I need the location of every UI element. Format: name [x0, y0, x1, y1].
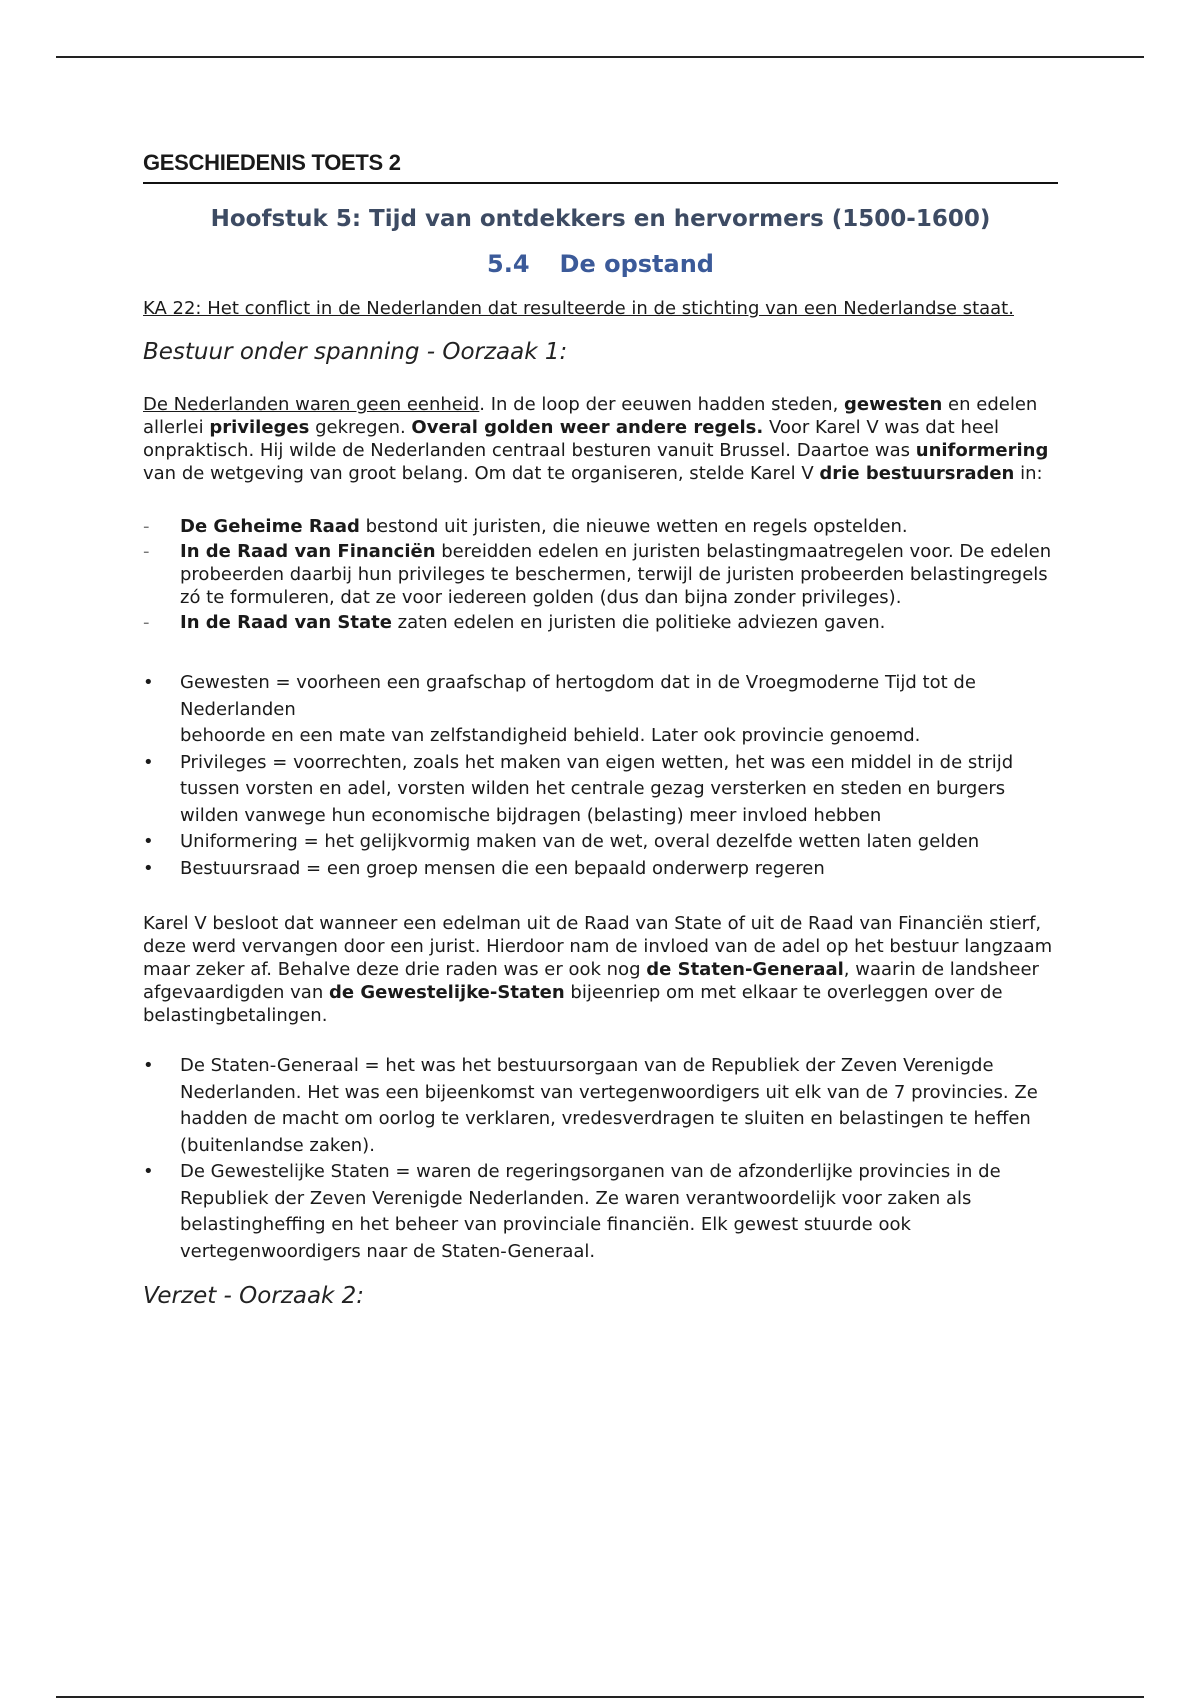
- bullet-marker: •: [143, 1161, 154, 1182]
- underlined-text: De Nederlanden waren geen eenheid: [143, 394, 480, 415]
- text: Voor Karel V was dat heel onpraktisch. Hij wilde de Nederlanden centraal besturen vanuit Brussel. Daartoe was: [143, 417, 1000, 461]
- page-bottom-rule: [56, 1696, 1144, 1698]
- bullet-marker: •: [143, 857, 154, 879]
- list-item: [143, 540, 1058, 609]
- section-heading: [143, 250, 1058, 278]
- bullet-marker: •: [143, 672, 154, 693]
- text: Gewesten = voorheen een graafschap of hertogdom dat in de Vroegmoderne Tijd tot de Nederlanden: [180, 672, 976, 720]
- text: van de wetgeving van groot belang. Om dat te organiseren, stelde Karel V: [143, 463, 820, 484]
- text: behoorde en een mate van zelfstandigheid behield. Later ook provincie genoemd.: [180, 725, 921, 746]
- text: Uniformering = het gelijkvormig maken van de wet, overal dezelfde wetten laten gelden: [180, 831, 980, 852]
- cause-1-heading: Bestuur onder spanning - Oorzaak 1:: [143, 339, 568, 365]
- text: bereidden edelen en juristen belastingmaatregelen voor. De edelen probeerden daarbij hun privileges te beschermen, terwijl de juristen probeerden belastingregels zó te formuleren, dat ze voor iedereen golden (dus dan bijna zonder privileges).: [180, 541, 1052, 608]
- definitions-list: [143, 670, 1058, 882]
- list-item: [143, 829, 1058, 856]
- bold-term: uniformering: [915, 440, 1049, 461]
- bold-term: In de Raad van State: [180, 612, 392, 633]
- bold-term: Overal golden weer andere regels.: [411, 417, 764, 438]
- text: en edelen allerlei: [143, 394, 1038, 438]
- intro-paragraph: [143, 393, 1058, 485]
- list-item: [143, 1159, 1058, 1265]
- text: bestond uit juristen, die nieuwe wetten en regels opstelden.: [359, 516, 908, 537]
- list-item: [143, 1053, 1058, 1159]
- bold-term: privileges: [209, 417, 310, 438]
- dash-marker: -: [143, 541, 150, 562]
- bullet-marker: •: [143, 1055, 154, 1076]
- definitions-list-2: [143, 1053, 1058, 1265]
- list-item: [143, 611, 1058, 634]
- text: gekregen.: [309, 417, 412, 438]
- councils-list: [143, 515, 1058, 634]
- text: Privileges = voorrechten, zoals het maken van eigen wetten, het was een middel in de strijd tussen vorsten en adel, vorsten wilden het centrale gezag versterken en steden en burgers wilden vanwege hun economische bijdragen (belasting) meer invloed hebben: [180, 751, 1014, 826]
- learning-objective: KA 22: Het conflict in de Nederlanden dat resulteerde in de stichting van een Nederlandse staat.: [143, 298, 1014, 319]
- text: . In de loop der eeuwen hadden steden,: [479, 394, 845, 415]
- text: , waarin de landsheer afgevaardigden van: [143, 959, 1039, 1003]
- text: De Gewestelijke Staten = waren de regeringsorganen van de afzonderlijke provincies in de Republiek der Zeven Verenigde Nederlanden. Ze waren verantwoordelijk voor zaken als belastingheffing en het beheer van provinciale financiën. Elk gewest stuurde ook vertegenwoordigers naar de Staten-Generaal.: [180, 1161, 1001, 1262]
- section-number: 5.4: [487, 250, 530, 278]
- bullet-marker: •: [143, 751, 154, 773]
- list-item: [143, 750, 1058, 830]
- bold-term: gewesten: [844, 394, 943, 415]
- list-item: [143, 670, 1058, 750]
- text: Bestuursraad = een groep mensen die een bepaald onderwerp regeren: [180, 857, 825, 879]
- dash-marker: -: [143, 516, 150, 537]
- document-page: [143, 150, 1058, 1309]
- list-item: [143, 515, 1058, 538]
- bullet-marker: •: [143, 831, 154, 852]
- bold-term: de Gewestelijke-Staten: [328, 982, 565, 1003]
- bold-term: drie bestuursraden: [819, 463, 1015, 484]
- second-paragraph: [143, 912, 1058, 1027]
- dash-marker: -: [143, 612, 150, 633]
- bold-term: In de Raad van Financiën: [180, 541, 436, 562]
- bold-term: de Staten-Generaal: [646, 959, 844, 980]
- chapter-heading: Hoofstuk 5: Tijd van ontdekkers en hervormers (1500-1600): [210, 206, 991, 232]
- section-name: De opstand: [559, 250, 714, 278]
- text: in:: [1014, 463, 1043, 484]
- text: De Staten-Generaal = het was het bestuursorgaan van de Republiek der Zeven Verenigde Nederlanden. Het was een bijeenkomst van vertegenwoordigers uit elk van de 7 provincies. Ze hadden de macht om oorlog te verklaren, vredesverdragen te sluiten en belastingen te heffen (buitenlandse zaken).: [180, 1055, 1038, 1156]
- bold-term: De Geheime Raad: [180, 516, 360, 537]
- list-item: [143, 856, 1058, 883]
- text: zaten edelen en juristen die politieke adviezen gaven.: [391, 612, 886, 633]
- page-top-rule: [56, 56, 1144, 58]
- document-title: GESCHIEDENIS TOETS 2: [143, 150, 1058, 184]
- text: Karel V besloot dat wanneer een edelman uit de Raad van State of uit de Raad van Financiën stierf, deze werd vervangen door een jurist. Hierdoor nam de invloed van de adel op het bestuur langzaam maar zeker af. Behalve deze drie raden was er ook nog: [143, 913, 1053, 980]
- text: bijeenriep om met elkaar te overleggen over de belastingbetalingen.: [143, 982, 1003, 1026]
- cause-2-heading: Verzet - Oorzaak 2:: [143, 1283, 365, 1309]
